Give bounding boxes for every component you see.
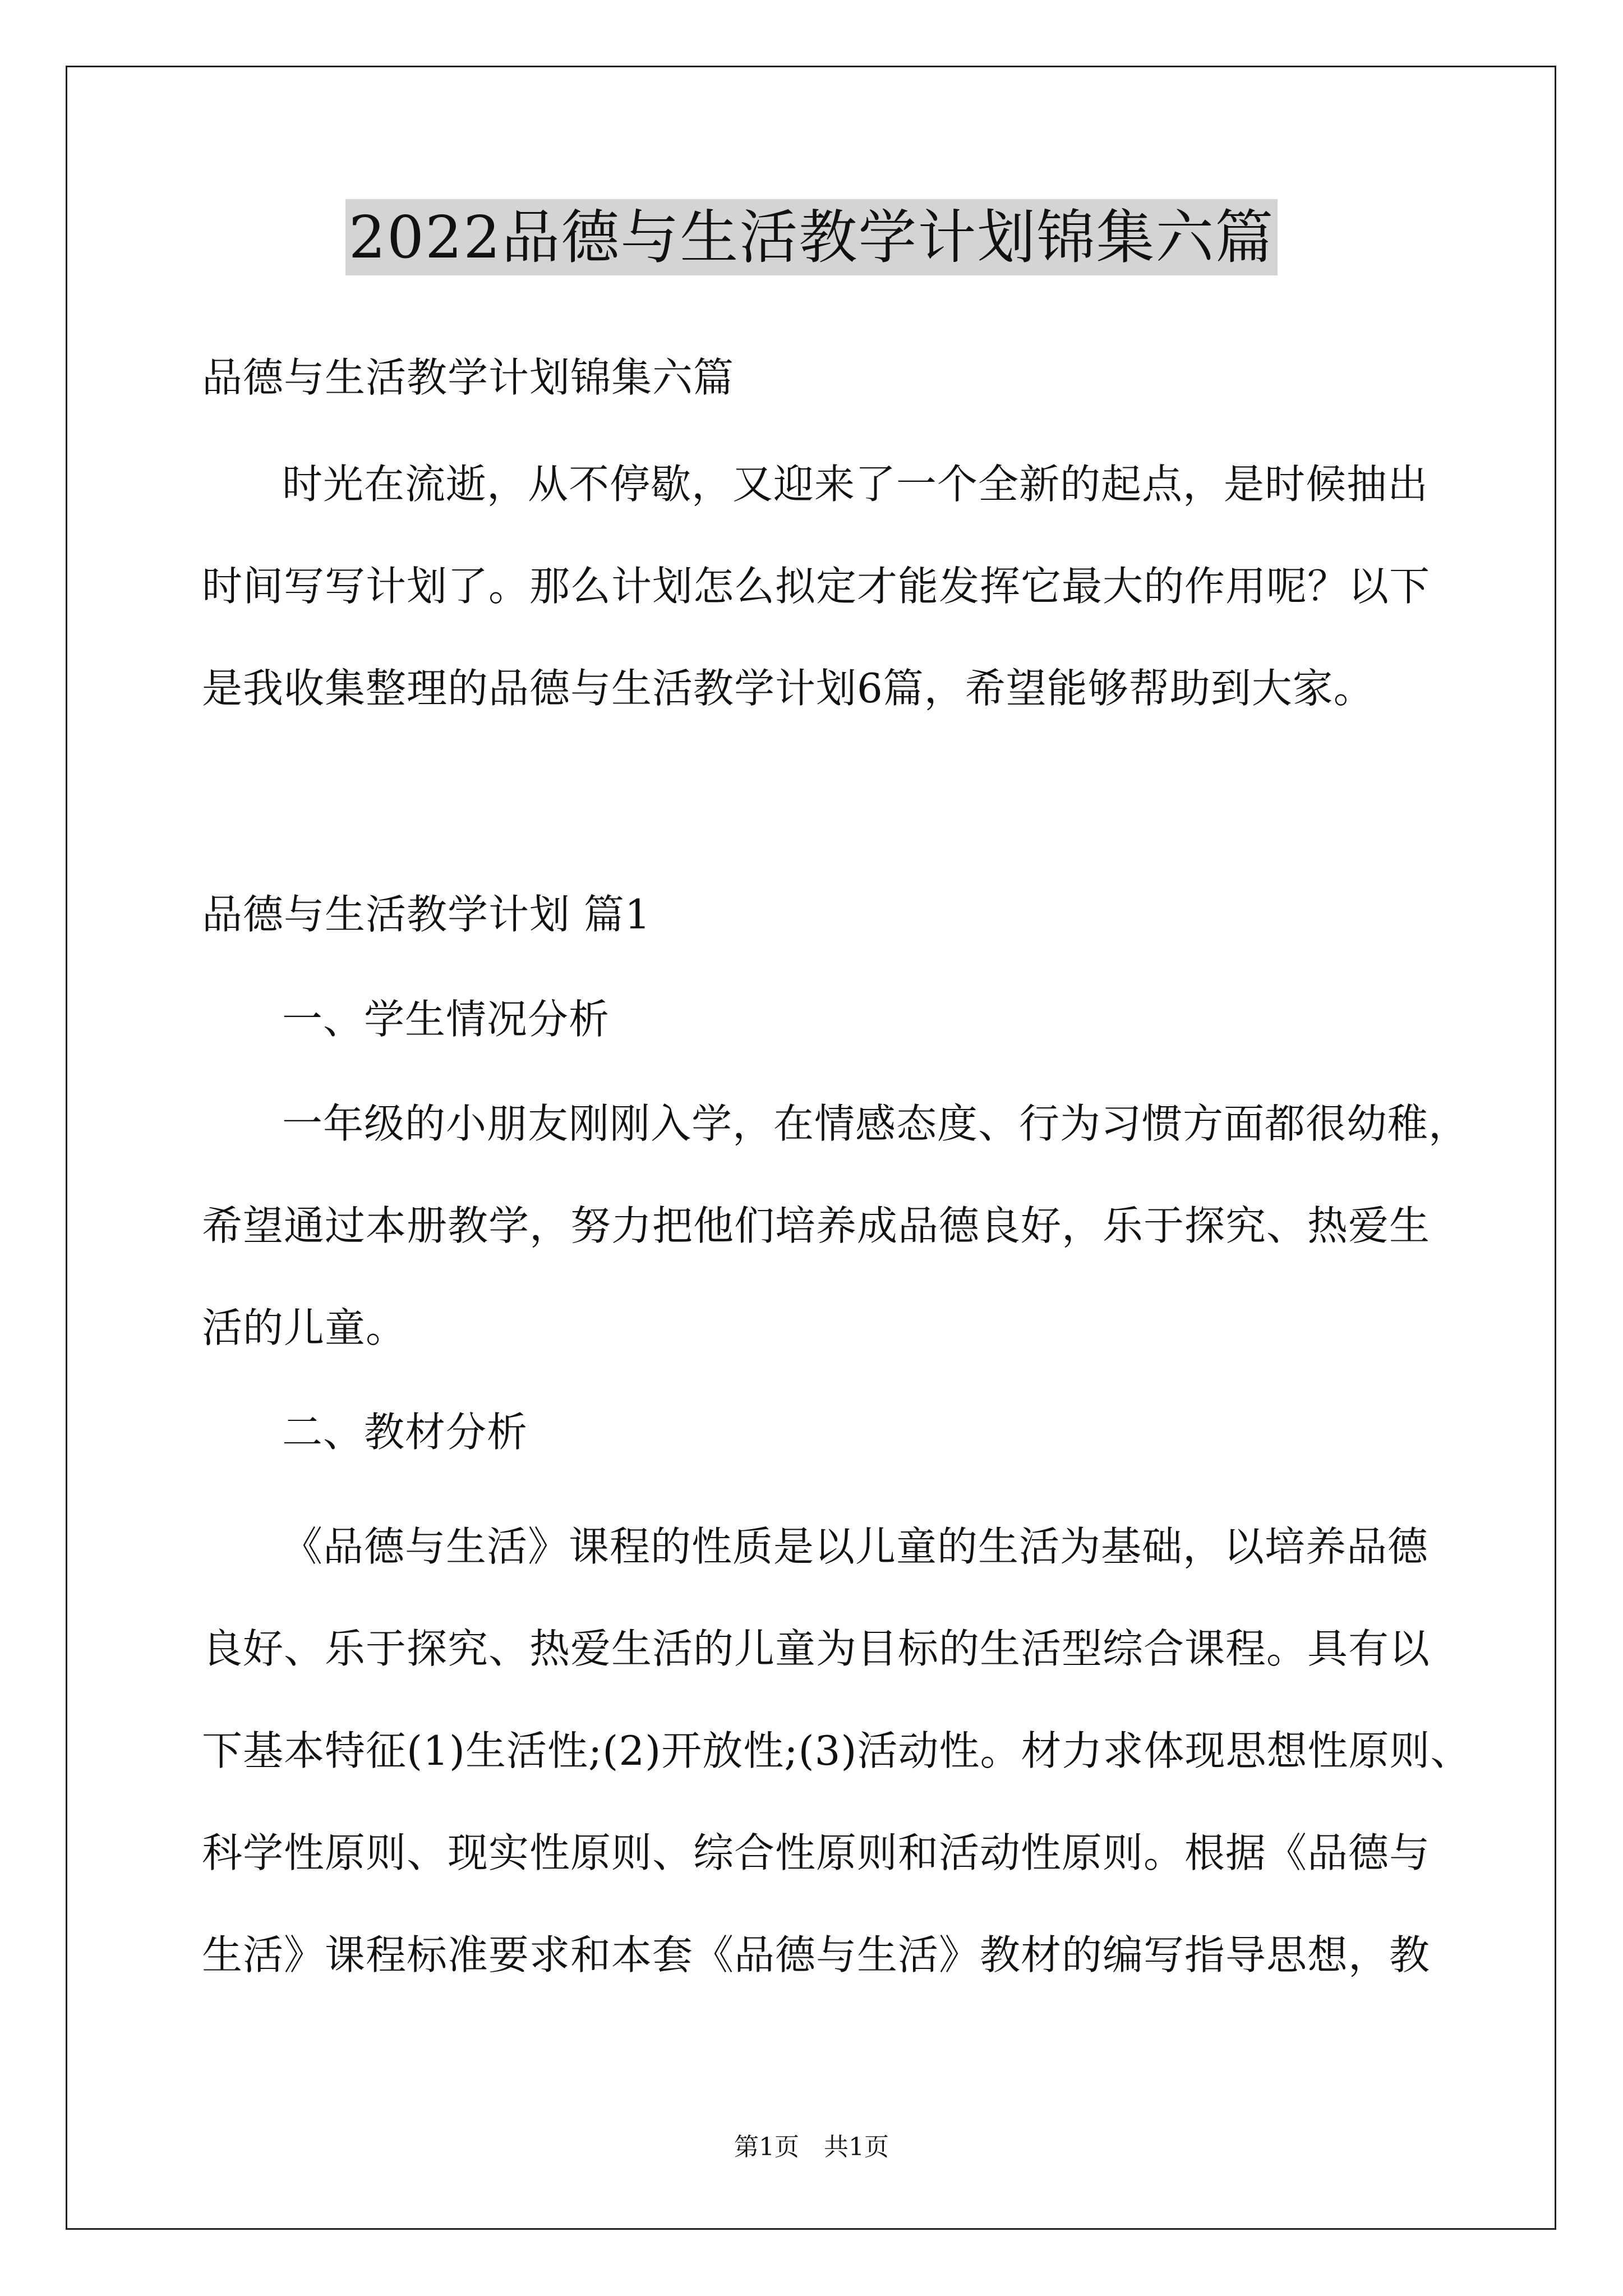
document-subtitle: 品德与生活教学计划锦集六篇	[202, 354, 735, 401]
paragraph-line: 活的儿童。	[202, 1304, 407, 1351]
section-heading: 品德与生活教学计划 篇1	[202, 891, 651, 938]
page-footer: 第1页 共1页	[734, 2133, 889, 2161]
subheading: 二、教材分析	[282, 1409, 528, 1456]
intro-line: 时间写写计划了。那么计划怎么拟定才能发挥它最大的作用呢？以下	[202, 563, 1431, 610]
document-title: 2022品德与生活教学计划锦集六篇	[345, 199, 1278, 275]
paragraph-line: 良好、乐于探究、热爱生活的儿童为目标的生活型综合课程。具有以	[202, 1625, 1431, 1672]
paragraph-line: 一年级的小朋友刚刚入学，在情感态度、行为习惯方面都很幼稚，	[282, 1100, 1470, 1147]
paragraph-line: 生活》课程标准要求和本套《品德与生活》教材的编写指导思想，教	[202, 1931, 1431, 1978]
subheading: 一、学生情况分析	[282, 996, 610, 1043]
paragraph-line: 下基本特征(1)生活性;(2)开放性;(3)活动性。材力求体现思想性原则、	[202, 1727, 1472, 1774]
title-container	[0, 199, 1623, 275]
paragraph-line: 希望通过本册教学，努力把他们培养成品德良好，乐于探究、热爱生	[202, 1202, 1431, 1249]
paragraph-line: 《品德与生活》课程的性质是以儿童的生活为基础，以培养品德	[282, 1523, 1429, 1570]
paragraph-line: 科学性原则、现实性原则、综合性原则和活动性原则。根据《品德与	[202, 1829, 1431, 1876]
intro-line: 时光在流逝，从不停歇，又迎来了一个全新的起点，是时候抽出	[282, 461, 1429, 508]
intro-line: 是我收集整理的品德与生活教学计划6篇，希望能够帮助到大家。	[202, 665, 1375, 712]
